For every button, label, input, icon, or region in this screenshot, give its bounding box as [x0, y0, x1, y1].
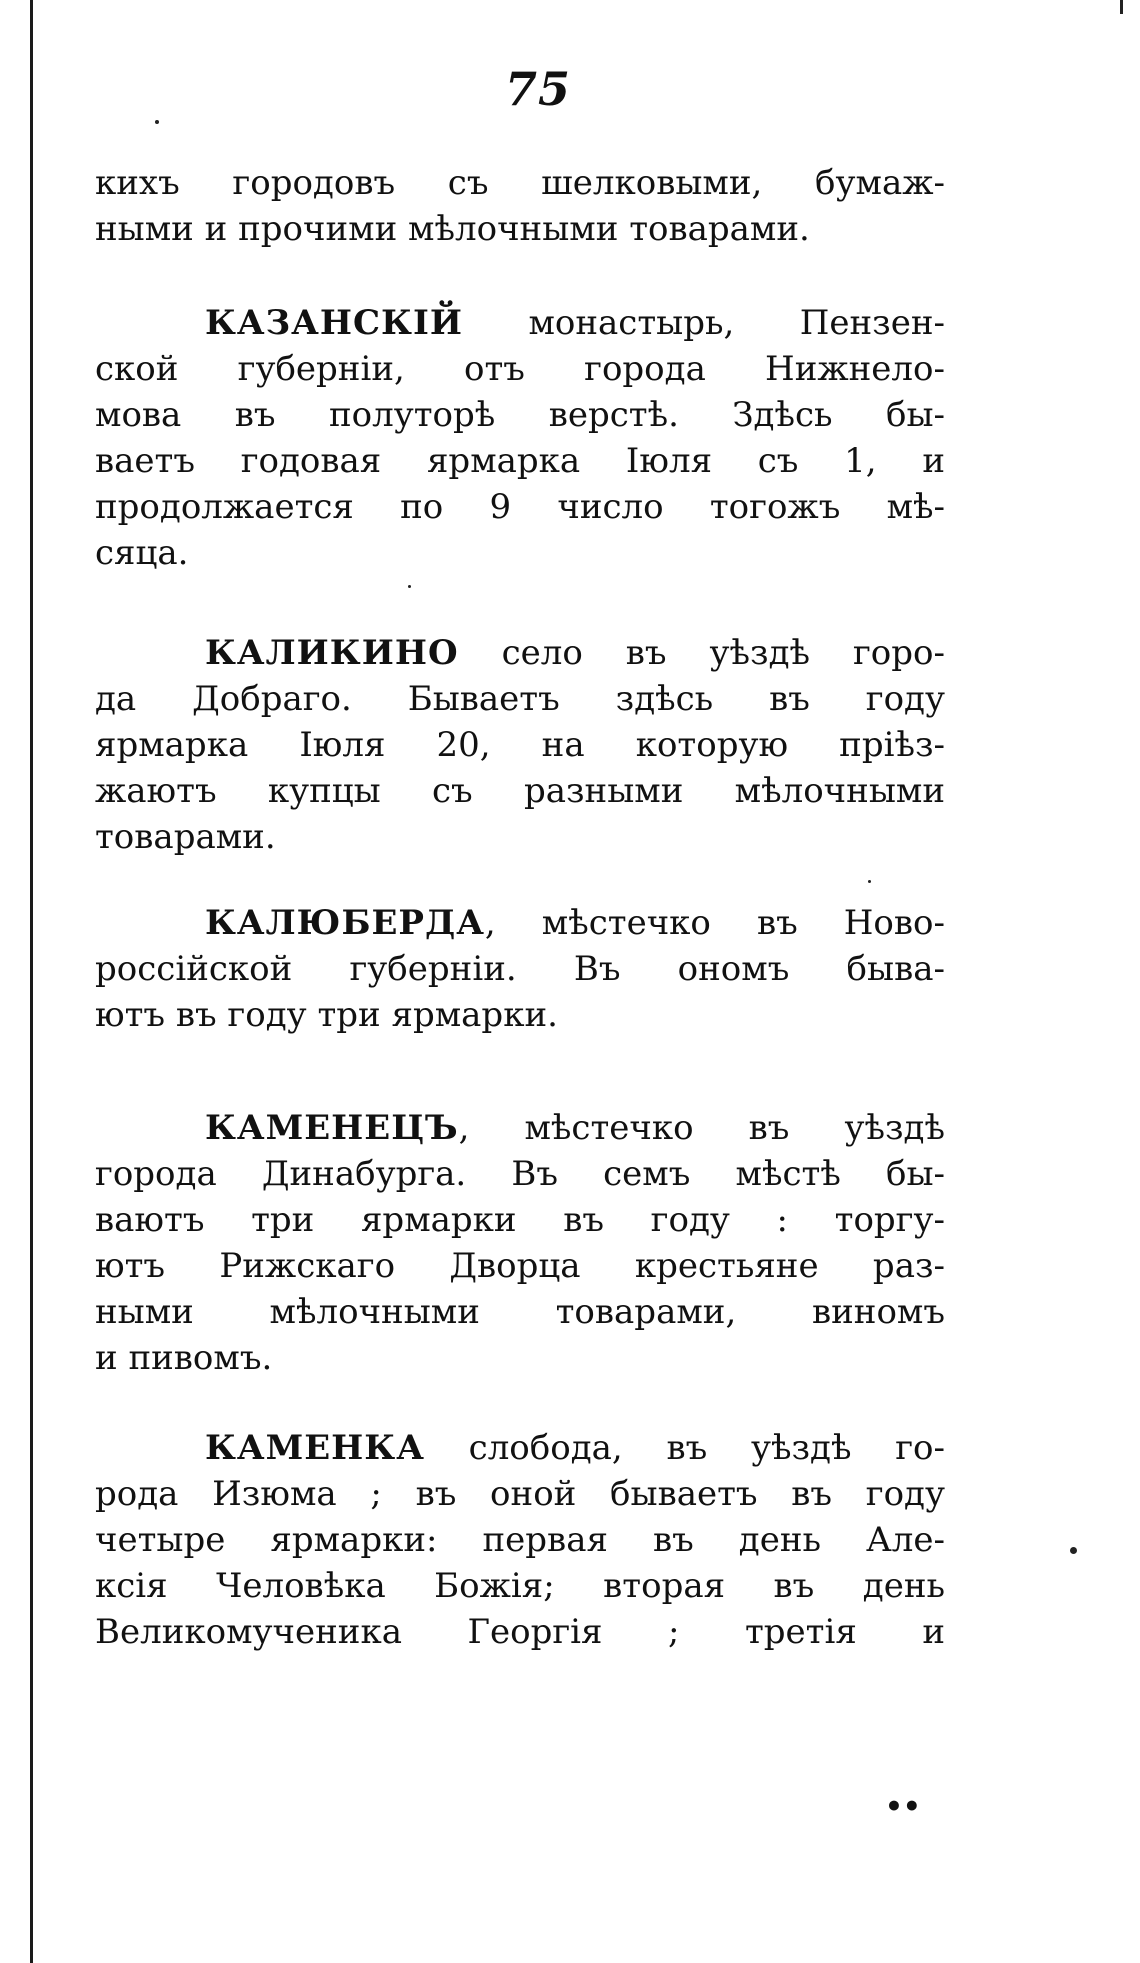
entry-title: КАЛИКИНО [205, 633, 459, 673]
entry-kamenets [95, 1105, 945, 1381]
text-line: ваютъ три ярмарки въ году : торгу- [95, 1200, 945, 1240]
page-number: 75 [505, 62, 572, 116]
text-line: ской губерніи, отъ города Нижнело- [95, 349, 945, 389]
text-line: жаютъ купцы съ разными мѣлочными [95, 771, 945, 811]
entry-title: КАЗАНСКІЙ [205, 303, 463, 343]
text-line: четыре ярмарки: первая въ день Але- [95, 1520, 945, 1560]
text-line: Великомученика Георгія ; третія и [95, 1612, 945, 1652]
catchword: •• [885, 1790, 921, 1823]
text-line: рода Изюма ; въ оной бываетъ въ году [95, 1474, 945, 1514]
text-line: село въ уѣздѣ горо- [458, 633, 945, 673]
scan-speck [155, 120, 159, 124]
entry-kamenka [95, 1425, 945, 1655]
entry-kazanskiy [95, 300, 945, 576]
text-line: продолжается по 9 число тогожъ мѣ- [95, 487, 945, 527]
text-line: города Динабурга. Въ семъ мѣстѣ бы- [95, 1154, 945, 1194]
text-line: мова въ полуторѣ верстѣ. Здѣсь бы- [95, 395, 945, 435]
text-line: , мѣстечко въ уѣздѣ [458, 1108, 945, 1148]
text-line: ярмарка Іюля 20, на которую пріѣз- [95, 725, 945, 765]
scan-speck [1070, 1547, 1077, 1554]
entry-first-line [95, 1105, 945, 1151]
corner-mark [1120, 0, 1123, 14]
text-line: да Добраго. Бываетъ здѣсь въ году [95, 679, 945, 719]
text-line: слобода, въ уѣздѣ го- [424, 1428, 945, 1468]
entry-title: КАМЕНКА [205, 1428, 425, 1468]
entry-kalyuberda [95, 900, 945, 1038]
text-line: сяца. [95, 533, 189, 573]
text-line: ютъ въ году три ярмарки. [95, 995, 558, 1035]
scan-speck [868, 880, 871, 883]
text-line: монастырь, Пензен- [462, 303, 945, 343]
entry-first-line [95, 900, 945, 946]
entry-title: КАМЕНЕЦЪ [205, 1108, 459, 1148]
entry-first-line [95, 1425, 945, 1471]
text-line: ными и прочими мѣлочными товарами. [95, 209, 810, 249]
text-line: ксія Человѣка Божія; вторая въ день [95, 1566, 945, 1606]
entry-kalikino [95, 630, 945, 860]
text-line: товарами. [95, 817, 276, 857]
text-line: и пивомъ. [95, 1338, 273, 1378]
entry-first-line [95, 630, 945, 676]
text-line: россійской губерніи. Въ ономъ быва- [95, 949, 945, 989]
text-line: ютъ Рижскаго Дворца крестьяне раз- [95, 1246, 945, 1286]
text-line: ными мѣлочными товарами, виномъ [95, 1292, 945, 1332]
text-line: кихъ городовъ съ шелковыми, бумаж- [95, 163, 945, 203]
scan-speck [408, 585, 411, 588]
entry-first-line [95, 300, 945, 346]
paragraph-continuation [95, 160, 945, 252]
gutter-line [30, 0, 33, 1963]
entry-title: КАЛЮБЕРДА [205, 903, 485, 943]
text-line: , мѣстечко въ Ново- [484, 903, 945, 943]
text-line: ваетъ годовая ярмарка Іюля съ 1, и [95, 441, 945, 481]
